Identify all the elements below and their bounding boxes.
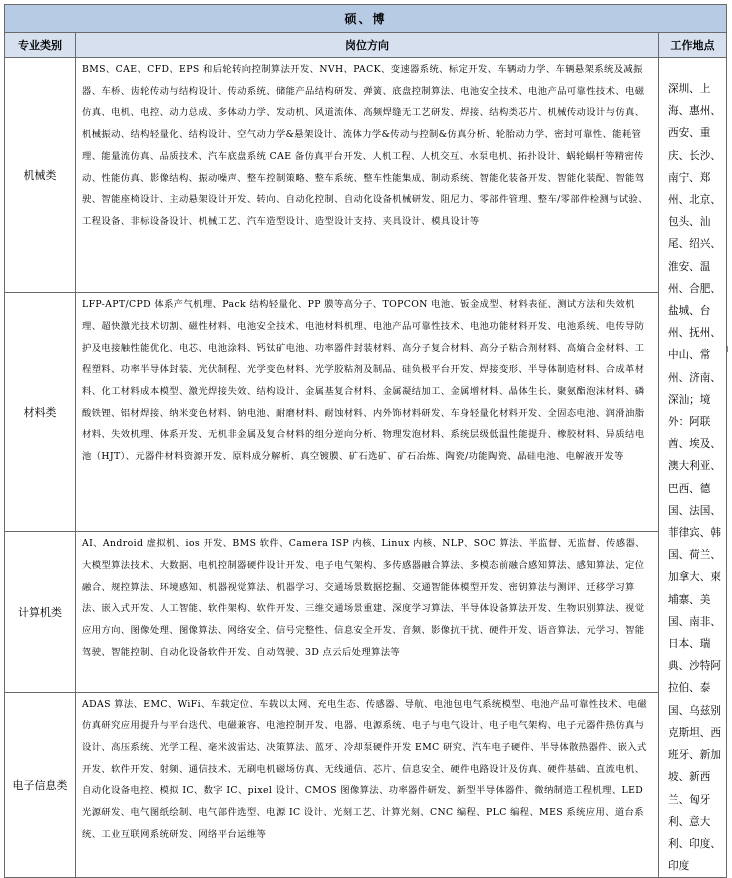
category-cell: 计算机类	[5, 532, 76, 692]
table-row	[5, 58, 727, 293]
direction-cell: LFP-APT/CPD 体系产气机理、Pack 结构轻量化、PP 膜等高分子、TOPCON 电池、钣金成型、材料表征、测试方法和失效机理、超快激光技术切割、磁性材料、电池安全技术、电池材料机理、电池产品可靠性技术、电池功能材料开发、电池系统、电传导防护及电接触性能优化、电芯、电池涂料、钙钛矿电池、功率器件封装材料、高分子复合材料、高分子粘合剂材料、高熵合金材料、工程塑料、功率半导体封装、光伏制程、光学变色材料、光学胶粘剂及制品、硅负极平台开发、焊接变形、半导体制造材料、合成革材料、化工材料成本模型、激光焊接失效、结构设计、金属基复合材料、金属凝结加工、金属增材料、晶体生长、聚氨酯泡沫材料、磷酸铁锂、铝材焊接、纳米变色材料、钠电池、耐磨材料、耐蚀材料、内外饰材料研发、车身轻量化材料开发、全固态电池、润滑油脂材料、失效机理、体系开发、无机非金属及复合材料的组分逆向分析、物理发泡材料、系统层级低温性能提升、橡胶材料、异质结电池（HJT）、元器件材料资源开发、原料成分解析、真空镀膜、矿石选矿、矿石冶炼、陶瓷/功能陶瓷、晶硅电池、电解液开发等	[76, 293, 659, 532]
header-category: 专业类别	[5, 33, 76, 58]
category-cell: 材料类	[5, 293, 76, 532]
resize-handle[interactable]	[727, 346, 732, 352]
category-cell: 电子信息类	[5, 692, 76, 878]
header-direction: 岗位方向	[76, 33, 659, 58]
direction-cell: BMS、CAE、CFD、EPS 和后轮转向控制算法开发、NVH、PACK、变速器系统、标定开发、车辆动力学、车辆悬架系统及减振器、车桥、齿轮传动与结构设计、传动系统、储能产品结构研发、弹簧、底盘控制算法、电池安全技术、电池产品可靠性技术、电磁仿真、电机、电控、动力总成、多体动力学、发动机、风道流体、高频焊缝无工艺研发、焊接、结构类芯片、机械传动设计与仿真、机械振动、结构轻量化、结构设计、空气动力学&悬架设计、流体力学&传动与控制&仿真分析、轮胎动力学、密封可靠性、能耗管理、能量流仿真、品质技术、汽车底盘系统 CAE 备仿真平台开发、人机工程、人机交互、水泵电机、拓扑设计、蜗轮蜗杆等精密传动、性能仿真、影像结构、振动噪声、整车控制策略、整车系统、整车性能集成、制动系统、智能化装备开发、智能化装配、智能驾驶、智能座椅设计、主动悬架设计开发、转向、自动化控制、自动化设备机械研发、阻尼力、零部件管理、整车/零部件检测与试验、工程设备、非标设备设计、机械工艺、汽车造型设计、造型设计支持、夹具设计、模具设计等	[76, 58, 659, 293]
table-row	[5, 532, 727, 692]
positions-table	[4, 4, 727, 878]
direction-cell: ADAS 算法、EMC、WiFi、车载定位、车载以太网、充电生态、传感器、导航、电池包电气系统模型、电池产品可靠性技术、电磁仿真研究应用提升与平台迭代、电磁兼容、电池控制开发、电器、电源系统、电子与电气设计、电子电气架构、电子元器件热仿真与设计、高压系统、光学工程、毫米波雷达、决策算法、蓝牙、冷却泵硬件开发 EMC 研究、汽车电子硬件、半导体散热器件、嵌入式开发、软件开发、射频、通信技术、无刷电机磁场仿真、无线通信、芯片、信息安全、硬件电路设计及仿真、硬件基础、直流电机、自动化设备电控、模拟 IC、数字 IC、pixel 设计、CMOS 图像算法、功率器件研发、新型半导体器件、微纳制造工程机理、LED 光源研发、电气图纸绘制、电气部件选型、电源 IC 设计、光刻工艺、计算光刻、CNC 编程、PLC 编程、MES 系统应用、道台系统、工业互联网系统研发、网络平台运维等	[76, 692, 659, 878]
table-title: 硕、博	[5, 5, 727, 33]
table-row	[5, 692, 727, 878]
direction-cell: AI、Android 虚拟机、ios 开发、BMS 软件、Camera ISP 内核、Linux 内核、NLP、SOC 算法、半监督、无监督、传感器、大模型算法技术、大数据、电机控制器硬件设计开发、电子电气架构、多传感器融合算法、多模态前融合感知算法、感知算法、定位融合、规控算法、环境感知、机器视觉算法、机器学习、交通场景数据挖掘、交通智能体模型开发、密钥算法与测评、迁移学习算法、嵌入式开发、人工智能、软件架构、软件开发、三维交通场景重建、深度学习算法、半导体设备算法开发、生物识别算法、视觉应用方向、图像处理、图像算法、网络安全、信号完整性、信息安全开发、音频、影像抗干扰、硬件开发、语音算法、元学习、智能驾驶、智能控制、自动化设备软件开发、自动驾驶、3D 点云后处理算法等	[76, 532, 659, 692]
category-cell: 机械类	[5, 58, 76, 293]
header-location: 工作地点	[659, 33, 727, 58]
location-cell: 深圳、上海、惠州、西安、重庆、长沙、南宁、郑州、北京、包头、汕尾、绍兴、淮安、温州、合肥、盐城、台州、抚州、中山、常州、济南、深汕；境外：阿联酋、埃及、澳大利亚、巴西、德国、法国、菲律宾、韩国、荷兰、加拿大、柬埔寨、美国、南非、日本、瑞典、沙特阿拉伯、泰国、乌兹别克斯坦、西班牙、新加坡、新西兰、匈牙利、意大利、印度、印度	[659, 58, 727, 878]
table-row	[5, 293, 727, 532]
